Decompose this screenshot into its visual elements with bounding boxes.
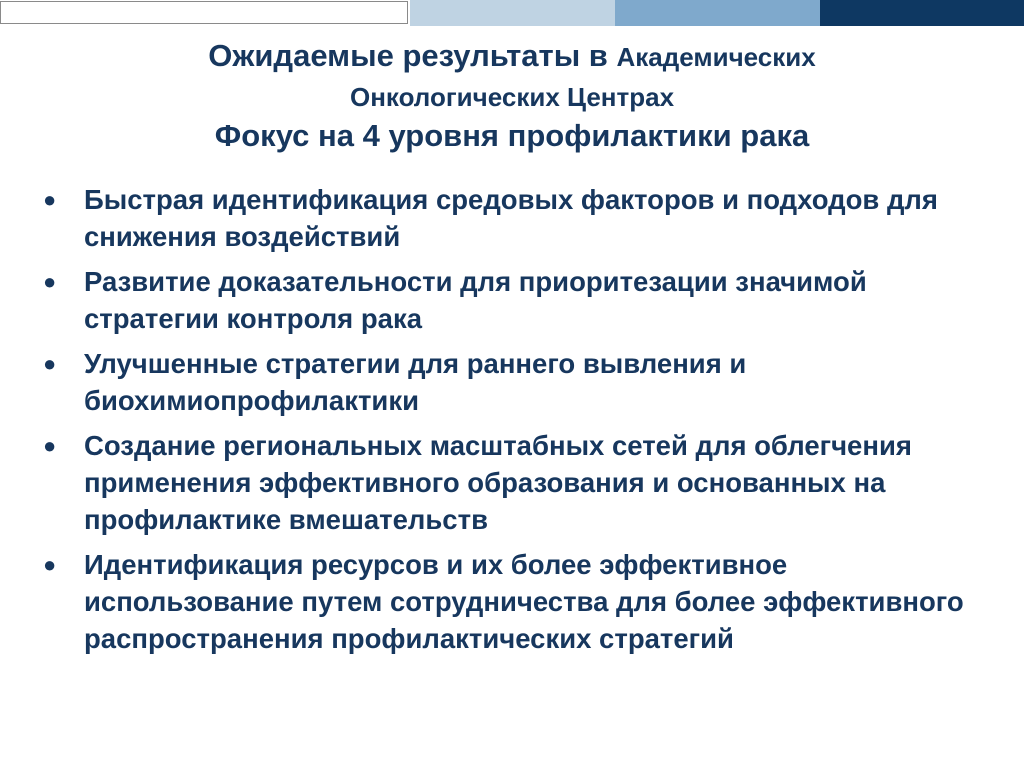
header-band-dark-segment [820,0,1024,26]
title-line-2: Онкологических Центрах [349,82,675,112]
bullet-dot-icon: ● [43,433,57,458]
header-band [0,0,1024,26]
header-band-light-segment [410,0,615,26]
bullet-item [0,546,1024,657]
header-band-mid-segment [615,0,820,26]
slide-title [0,34,1024,157]
bullet-item [0,263,1024,337]
bullet-item [0,427,1024,538]
bullet-dot-icon: ● [43,552,57,577]
bullet-list [0,181,1024,665]
title-line-1-small: Академических [616,42,816,72]
bullet-item [0,181,1024,255]
title-line-1 [0,34,1024,79]
bullet-text: Улучшенные стратегии для раннего вывления и биохимиопрофилактики [84,348,747,416]
bullet-dot-icon: ● [43,187,57,212]
header-band-white-segment [0,1,408,24]
bullet-dot-icon: ● [43,351,57,376]
bullet-text: Создание региональных масштабных сетей для облегчения применения эффективного образования и основанных на профилактике вмешательств [84,430,912,535]
bullet-text: Идентификация ресурсов и их более эффективное использование путем сотрудничества для более эффективного распространения профилактических стратегий [84,549,964,654]
bullet-item [0,345,1024,419]
title-line-1-main: Ожидаемые результаты в [208,38,608,73]
title-line-3: Фокус на 4 уровня профилактики рака [214,118,810,153]
bullet-dot-icon: ● [43,269,57,294]
bullet-text: Быстрая идентификация средовых факторов и подходов для снижения воздействий [84,184,938,252]
bullet-text: Развитие доказательности для приоритезации значимой стратегии контроля рака [84,266,867,334]
